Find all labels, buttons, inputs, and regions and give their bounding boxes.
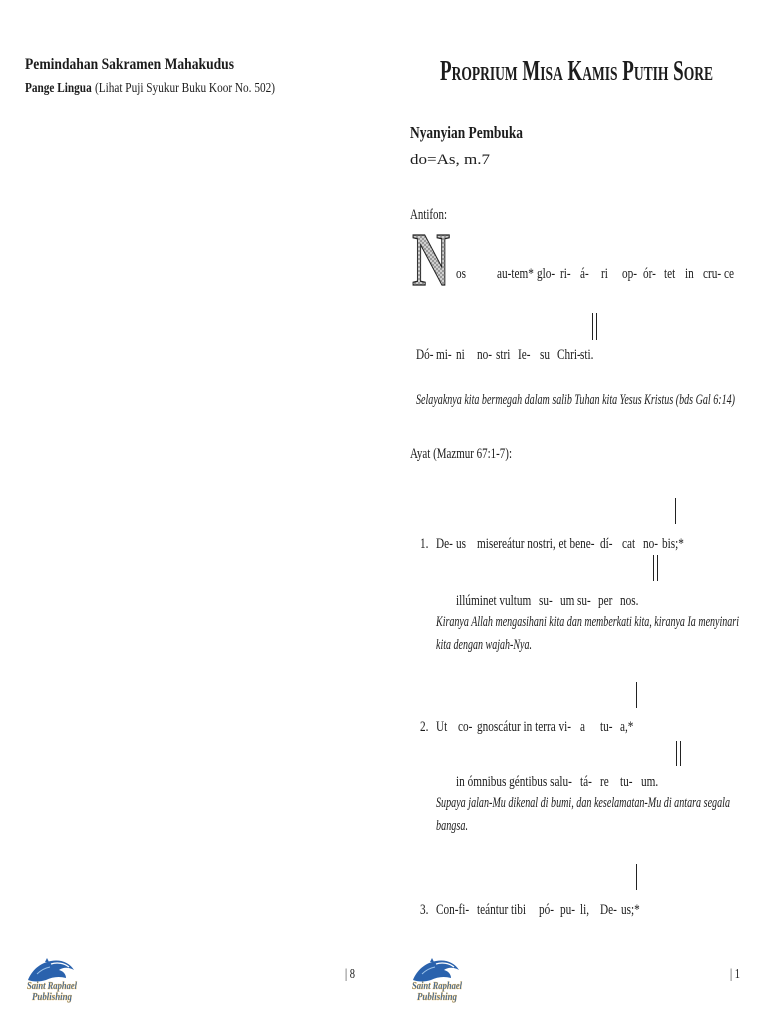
syllable: illúminet vultum xyxy=(456,593,532,609)
syllable: um. xyxy=(641,774,659,790)
syllable: no- xyxy=(477,347,492,363)
key-signature: do=As, m.7 xyxy=(410,152,491,168)
syllable: bis;* xyxy=(662,536,684,552)
syllable: tá- xyxy=(580,774,592,790)
verse-1-translation-line-1: Kiranya Allah mengasihani kita dan memberkati kita, kiranya Ia menyinari xyxy=(436,614,740,630)
verse-2-line-2 xyxy=(0,773,768,791)
verse-number: 1. xyxy=(420,536,429,552)
syllable: in ómnibus géntibus salu- xyxy=(456,774,572,790)
hymn-line xyxy=(25,80,275,98)
syllable: au-tem* xyxy=(497,266,534,282)
syllable: glo- xyxy=(537,266,556,282)
logo-line-1: Saint Raphael xyxy=(27,981,78,992)
verse-number: 3. xyxy=(420,902,429,918)
logo-line-1: Saint Raphael xyxy=(412,981,463,992)
syllable: ni xyxy=(456,347,465,363)
publisher-logo xyxy=(24,957,80,1003)
antiphon-label: Antifon: xyxy=(410,207,447,223)
antiphon-line-2 xyxy=(0,346,768,364)
verse-number: 2. xyxy=(420,719,429,735)
syllable: op- xyxy=(622,266,637,282)
syllable: tet xyxy=(664,266,676,282)
syllable: De- xyxy=(436,536,453,552)
antiphon-line-1 xyxy=(0,265,768,283)
syllable: nos. xyxy=(620,593,639,609)
syllable: stri xyxy=(496,347,511,363)
syllable: tu- xyxy=(620,774,633,790)
syllable: cat xyxy=(622,536,636,552)
section-heading: Pemindahan Sakramen Mahakudus xyxy=(25,56,235,73)
syllable: Con-fi- xyxy=(436,902,470,918)
syllable: ri- xyxy=(560,266,571,282)
publisher-logo xyxy=(409,957,465,1003)
syllable: mi- xyxy=(436,347,452,363)
single-bar-line xyxy=(636,682,637,708)
syllable: ce xyxy=(724,266,734,282)
syllable: misereátur nostri, et bene- xyxy=(477,536,595,552)
syllable: in xyxy=(685,266,694,282)
syllable: De- xyxy=(600,902,617,918)
verse-1-line-1 xyxy=(0,535,768,553)
verse-1-translation-line-2: kita dengan wajah-Nya. xyxy=(436,637,533,653)
syllable: um xyxy=(560,593,575,609)
logo-line-2: Publishing xyxy=(417,992,457,1003)
syllable: cru- xyxy=(703,266,722,282)
page-number: | 1 xyxy=(730,967,740,982)
double-bar-line xyxy=(592,313,597,340)
syllable: co- xyxy=(458,719,473,735)
syllable: sti. xyxy=(580,347,594,363)
syllable: teántur tibi xyxy=(477,902,527,918)
syllable: re xyxy=(600,774,609,790)
verse-3-line-1 xyxy=(0,901,768,919)
syllable: li, xyxy=(580,902,590,918)
single-bar-line xyxy=(675,498,676,524)
logo-line-2: Publishing xyxy=(32,992,72,1003)
syllable: a,* xyxy=(620,719,634,735)
section-title: Nyanyian Pembuka xyxy=(410,123,523,142)
verse-2-translation-line-1: Supaya jalan-Mu dikenal di bumi, dan keselamatan-Mu di antara segala xyxy=(436,795,731,811)
syllable: os xyxy=(456,266,467,282)
syllable: su- xyxy=(577,593,591,609)
syllable: gnoscátur in terra vi- xyxy=(477,719,572,735)
drop-cap-letter: N xyxy=(412,231,450,287)
syllable: ri xyxy=(601,266,608,282)
syllable: per xyxy=(598,593,613,609)
syllable: pu- xyxy=(560,902,575,918)
double-bar-line xyxy=(676,741,681,766)
syllable: pó- xyxy=(539,902,554,918)
double-bar-line xyxy=(653,555,658,581)
syllable: Chri- xyxy=(557,347,581,363)
single-bar-line xyxy=(636,864,637,890)
syllable: tu- xyxy=(600,719,613,735)
syllable: su- xyxy=(539,593,553,609)
syllable: á- xyxy=(580,266,589,282)
hymn-reference: (Lihat Puji Syukur Buku Koor No. 502) xyxy=(94,81,275,96)
syllable: us;* xyxy=(621,902,640,918)
verse-1-line-2 xyxy=(0,592,768,610)
syllable: ór- xyxy=(643,266,656,282)
antiphon-translation: Selayaknya kita bermegah dalam salib Tuhan kita Yesus Kristus (bds Gal 6:14) xyxy=(416,392,735,408)
verse-2-translation-line-2: bangsa. xyxy=(436,818,469,834)
page-number: | 8 xyxy=(345,967,355,982)
syllable: Dó- xyxy=(416,347,434,363)
verses-label: Ayat (Mazmur 67:1-7): xyxy=(410,446,513,462)
syllable: no- xyxy=(643,536,658,552)
syllable: a xyxy=(580,719,586,735)
syllable: su xyxy=(540,347,551,363)
syllable: dí- xyxy=(600,536,613,552)
page-title: Proprium Misa Kamis Putih Sore xyxy=(440,56,714,87)
hymn-title: Pange Lingua xyxy=(25,81,92,96)
verse-2-line-1 xyxy=(0,718,768,736)
syllable: us xyxy=(456,536,467,552)
syllable: Ie- xyxy=(518,347,531,363)
syllable: Ut xyxy=(436,719,448,735)
